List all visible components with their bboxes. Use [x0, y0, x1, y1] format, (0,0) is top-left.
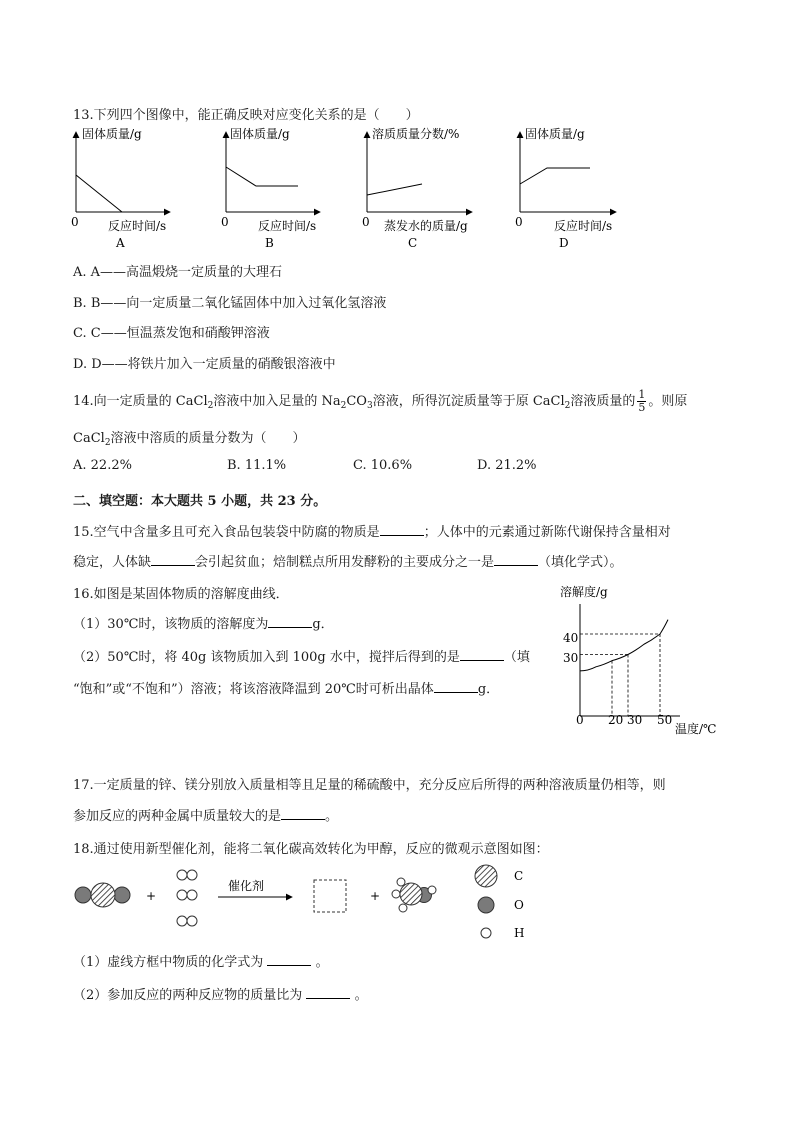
- graph-a-xlabel: 反应时间/s: [108, 219, 167, 233]
- co2-molecule: [75, 883, 130, 907]
- q16-blank-1[interactable]: [268, 616, 312, 628]
- q13-graphs: [60, 120, 680, 255]
- graph-a-origin: 0: [71, 215, 79, 229]
- q18-part2: （2）参加反应的两种反应物的质量比为 。: [73, 988, 368, 1003]
- graph-d-xlabel: 反应时间/s: [554, 219, 613, 233]
- chart-ytick-30: 30: [563, 651, 579, 665]
- graph-c: [362, 126, 472, 250]
- q14-option-d[interactable]: D. 21.2%: [477, 458, 537, 473]
- q16-part1: （1）30℃时，该物质的溶解度为 g．: [73, 617, 334, 632]
- chart-xtick-0: 0: [576, 713, 584, 727]
- legend-hydrogen: H: [514, 926, 525, 940]
- graph-c-xlabel: 蒸发水的质量/g: [384, 219, 468, 233]
- graph-a-ylabel: 固体质量/g: [82, 127, 142, 141]
- graph-d-letter: D: [559, 236, 569, 250]
- solubility-chart: [555, 578, 735, 740]
- chart-xtick-30: 30: [627, 713, 643, 727]
- chart-ytick-40: 40: [563, 631, 579, 645]
- q14-option-c[interactable]: C. 10.6%: [353, 458, 413, 473]
- h2-molecules: [177, 870, 197, 926]
- q18-blank-2[interactable]: [306, 987, 350, 999]
- graph-b-origin: 0: [221, 215, 229, 229]
- q13-option-a[interactable]: A. A——高温煅烧一定质量的大理石: [73, 265, 283, 280]
- q13-option-b[interactable]: B. B——向一定质量二氧化锰固体中加入过氧化氢溶液: [73, 296, 387, 311]
- graph-d-curve: [520, 168, 590, 184]
- q15-line1: 15.空气中含量多且可充入食品包装袋中防腐的物质是 ；人体中的元素通过新陈代谢保持含量相对: [73, 525, 671, 540]
- graph-b-ylabel: 固体质量/g: [230, 127, 290, 141]
- unknown-product-box: [314, 880, 346, 912]
- graph-d-ylabel: 固体质量/g: [525, 127, 585, 141]
- graph-b: [221, 126, 320, 250]
- q17-line2: 参加反应的两种金属中质量较大的是 。: [73, 809, 339, 824]
- q13-stem: 13.下列四个图像中，能正确反映对应变化关系的是（ ）: [73, 108, 419, 123]
- atom-legend: [475, 865, 524, 940]
- methanol-molecule: [392, 878, 436, 912]
- legend-oxygen: O: [514, 898, 524, 912]
- legend-carbon: C: [514, 869, 524, 883]
- q13-option-d[interactable]: D. D——将铁片加入一定质量的硝酸银溶液中: [73, 357, 336, 372]
- q14-stem-line2: CaCl$_2$溶液中溶质的质量分数为（ ）: [73, 431, 306, 448]
- q16-blank-2[interactable]: [460, 649, 504, 661]
- catalyst-label: 催化剂: [228, 879, 265, 893]
- graph-a-curve: [76, 175, 122, 212]
- q18-blank-1[interactable]: [267, 954, 311, 966]
- q13-option-c[interactable]: C. C——恒温蒸发饱和硝酸钾溶液: [73, 326, 270, 341]
- chart-ylabel: 溶解度/g: [560, 585, 608, 599]
- q16-blank-3[interactable]: [434, 681, 478, 693]
- q14-option-a[interactable]: A. 22.2%: [73, 458, 132, 473]
- q17-blank[interactable]: [281, 808, 325, 820]
- chart-xlabel: 温度/℃: [675, 722, 717, 736]
- graph-a: [71, 126, 170, 250]
- graph-b-letter: B: [265, 236, 274, 250]
- q17-line1: 17.一定质量的锌、镁分别放入质量相等且足量的稀硫酸中，充分反应后所得的两种溶液质量仍相等，则: [73, 778, 666, 793]
- graph-d: [515, 126, 616, 250]
- q18-part1: （1）虚线方框中物质的化学式为 。: [73, 955, 329, 970]
- q16-part3: “饱和”或“不饱和”）溶液；将该溶液降温到 20℃时可析出晶体 g．: [73, 682, 500, 697]
- plus-sign-2: +: [370, 889, 381, 903]
- graph-b-xlabel: 反应时间/s: [258, 219, 317, 233]
- graph-b-curve: [226, 167, 298, 186]
- section-heading: 二、填空题：本大题共 5 小题，共 23 分。: [73, 494, 327, 509]
- graph-c-curve: [367, 184, 422, 195]
- q18-stem: 18.通过使用新型催化剂，能将二氧化碳高效转化为甲醇，反应的微观示意图如图：: [73, 842, 549, 857]
- q15-blank-1[interactable]: [380, 524, 424, 536]
- graph-c-letter: C: [408, 236, 418, 250]
- chart-xtick-20: 20: [608, 713, 624, 727]
- graph-a-letter: A: [116, 236, 125, 250]
- q14-option-b[interactable]: B. 11.1%: [227, 458, 287, 473]
- graph-d-origin: 0: [515, 215, 523, 229]
- plus-sign-1: +: [146, 889, 157, 903]
- graph-c-origin: 0: [362, 215, 370, 229]
- graph-c-ylabel: 溶质质量分数/%: [372, 127, 460, 141]
- q16-part2: （2）50℃时，将 40g 该物质加入到 100g 水中，搅拌后得到的是 （填: [73, 650, 530, 665]
- q15-line2: 稳定，人体缺 会引起贫血；焙制糕点所用发酵粉的主要成分之一是 （填化学式）。: [73, 555, 623, 570]
- solubility-curve: [580, 620, 668, 671]
- q15-blank-2[interactable]: [151, 554, 195, 566]
- fraction-one-fifth: $\frac{1}{5}$: [638, 388, 646, 414]
- q15-blank-3[interactable]: [494, 554, 538, 566]
- chart-xtick-50: 50: [657, 713, 673, 727]
- q14-stem: 14.向一定质量的 CaCl$_2$溶液中加入足量的 $Na_2CO_3$溶液，所得沉淀质量等于原 CaCl$_2$溶液质量的 $\frac{1}{5}$ 。则原: [73, 388, 688, 414]
- reaction-diagram: [70, 860, 550, 945]
- q16-stem: 16.如图是某固体物质的溶解度曲线．: [73, 587, 289, 602]
